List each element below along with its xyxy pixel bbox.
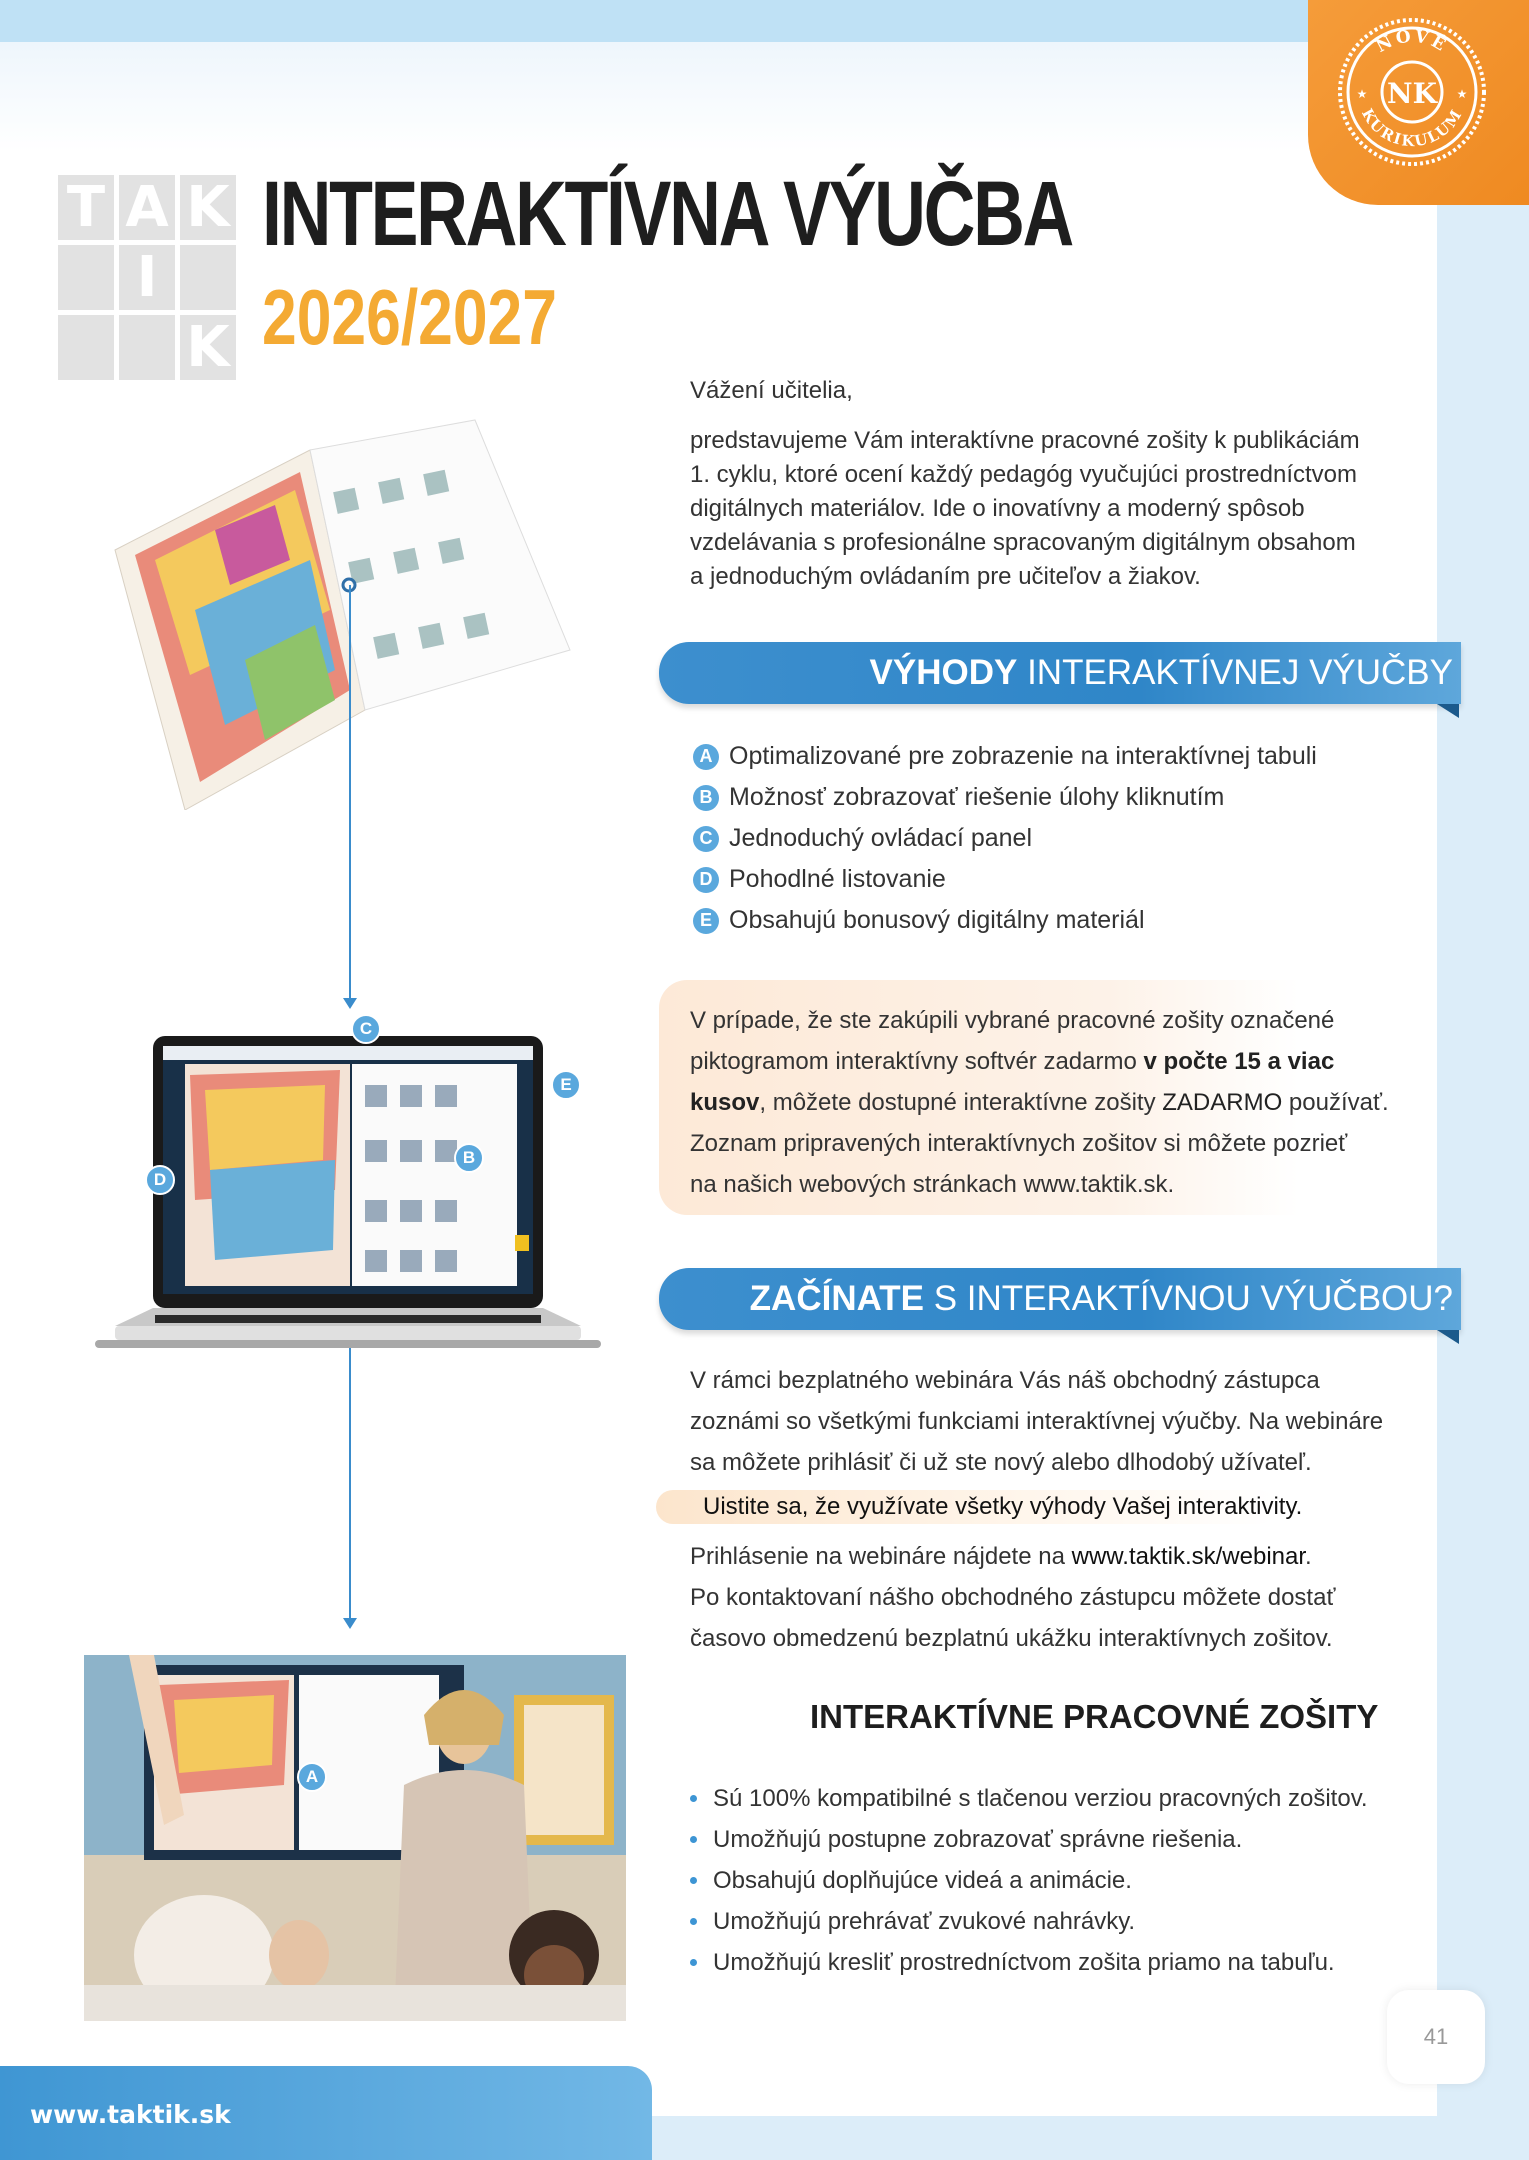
advantages-banner — [659, 642, 1461, 704]
advantages-banner-rest: INTERAKTÍVNEJ VÝUČBY — [1017, 653, 1453, 692]
school-year: 2026/2027 — [262, 273, 557, 361]
connector-line-1 — [349, 585, 351, 1000]
svg-text:★: ★ — [1356, 87, 1368, 101]
marker-a: A — [297, 1762, 327, 1792]
list-item: D Pohodlné listovanie — [693, 859, 1317, 900]
start-banner — [659, 1268, 1461, 1330]
list-item: Sú 100% kompatibilné s tlačenou verziou pracovných zošitov. — [690, 1778, 1368, 1819]
bullet-icon — [690, 1836, 697, 1843]
letter-a-icon: A — [693, 744, 719, 770]
letter-b-icon: B — [693, 785, 719, 811]
marker-b: B — [454, 1143, 484, 1173]
classroom-photo — [84, 1655, 626, 2021]
bullet-icon — [690, 1877, 697, 1884]
footer-url[interactable]: www.taktik.sk — [30, 2100, 231, 2129]
letter-d-icon: D — [693, 867, 719, 893]
list-item: C Jednoduchý ovládací panel — [693, 818, 1317, 859]
list-item: E Obsahujú bonusový digitálny materiál — [693, 900, 1317, 941]
list-item: Umožňujú kresliť prostredníctvom zošita priamo na tabuľu. — [690, 1942, 1368, 1983]
intro-paragraph: predstavujeme Vám interaktívne pracovné zošity k publikáciám 1. cyklu, ktoré ocení každý pedagóg vyučujúci prostredníctvom digitálnych materiálov. Ide o inovatívny a moderný spôsob vzdelávania s profesionálne spracovaným digitálnym obsahom a jednoduchým ovládaním pre učiteľov a žiakov. — [690, 427, 1360, 590]
right-band — [1437, 0, 1529, 2160]
advantages-list — [693, 736, 1317, 941]
top-band — [0, 0, 1529, 42]
nk-seal-icon — [1336, 16, 1488, 168]
highlight-text: Uistite sa, že využívate všetky výhody Vašej interaktivity. — [703, 1493, 1303, 1520]
svg-text:★: ★ — [1456, 87, 1468, 101]
workbook-illustration — [95, 410, 585, 810]
laptop-illustration — [95, 1030, 605, 1390]
greeting: Vážení učitelia, — [690, 377, 853, 404]
workbooks-heading: INTERAKTÍVNE PRACOVNÉ ZOŠITY — [810, 1698, 1379, 1735]
list-item: B Možnosť zobrazovať riešenie úlohy kliknutím — [693, 777, 1317, 818]
connector-arrow-1 — [343, 998, 357, 1009]
bullet-icon — [690, 1918, 697, 1925]
letter-e-icon: E — [693, 908, 719, 934]
webinar-link[interactable]: www.taktik.sk/webinar — [1071, 1543, 1306, 1570]
workbooks-list — [690, 1778, 1368, 1983]
banner-fold-2 — [1437, 1330, 1459, 1344]
list-item: A Optimalizované pre zobrazenie na interaktívnej tabuli — [693, 736, 1317, 777]
list-item: Umožňujú prehrávať zvukové nahrávky. — [690, 1901, 1368, 1942]
page-title: INTERAKTÍVNA VÝUČBA — [262, 163, 1073, 265]
start-banner-bold: ZAČÍNATE — [749, 1279, 925, 1318]
taktik-logo: T A K I K — [58, 175, 236, 353]
badge-center-text: NK — [1387, 77, 1437, 110]
page-number: 41 — [1387, 1990, 1485, 2084]
list-item: Umožňujú postupne zobrazovať správne riešenia. — [690, 1819, 1368, 1860]
marker-c: C — [351, 1014, 381, 1044]
webinar-text: V rámci bezplatného webinára Vás náš obchodný zástupca zoznámi so všetkými funkciami interaktívnej výučby. Na webináre sa môžete prihlásiť či už ste nový alebo dlhodobý užívateľ. — [690, 1367, 1384, 1476]
svg-text:NOVÉ — [1373, 26, 1452, 57]
marker-d: D — [145, 1165, 175, 1195]
signup-text: Prihlásenie na webináre nájdete na www.taktik.sk/webinar. Po kontaktovaní nášho obchodného zástupcu môžete dostať časovo obmedzenú bezplatnú ukážku interaktívnych zošitov. — [690, 1543, 1336, 1652]
promo-text: V prípade, že ste zakúpili vybrané pracovné zošity označené piktogramom interaktívny softvér zadarmo v počte 15 a viac kusov, môžete dostupné interaktívne zošity ZADARMO používať. Zoznam pripravených interaktívnych zošitov si môžete pozrieť na našich webových stránkach www.taktik.sk. — [690, 1007, 1389, 1198]
connector-arrow-2 — [343, 1618, 357, 1629]
start-banner-rest: S INTERAKTÍVNOU VÝUČBOU? — [924, 1279, 1453, 1318]
advantages-banner-bold: VÝHODY — [869, 653, 1018, 692]
marker-e: E — [551, 1070, 581, 1100]
badge-top-text: NOVÉ — [1372, 26, 1452, 57]
bullet-icon — [690, 1795, 697, 1802]
letter-c-icon: C — [693, 826, 719, 852]
bullet-icon — [690, 1959, 697, 1966]
list-item: Obsahujú doplňujúce videá a animácie. — [690, 1860, 1368, 1901]
banner-fold-1 — [1437, 704, 1459, 718]
badge-bottom-text: KURIKULUM — [1357, 105, 1467, 151]
